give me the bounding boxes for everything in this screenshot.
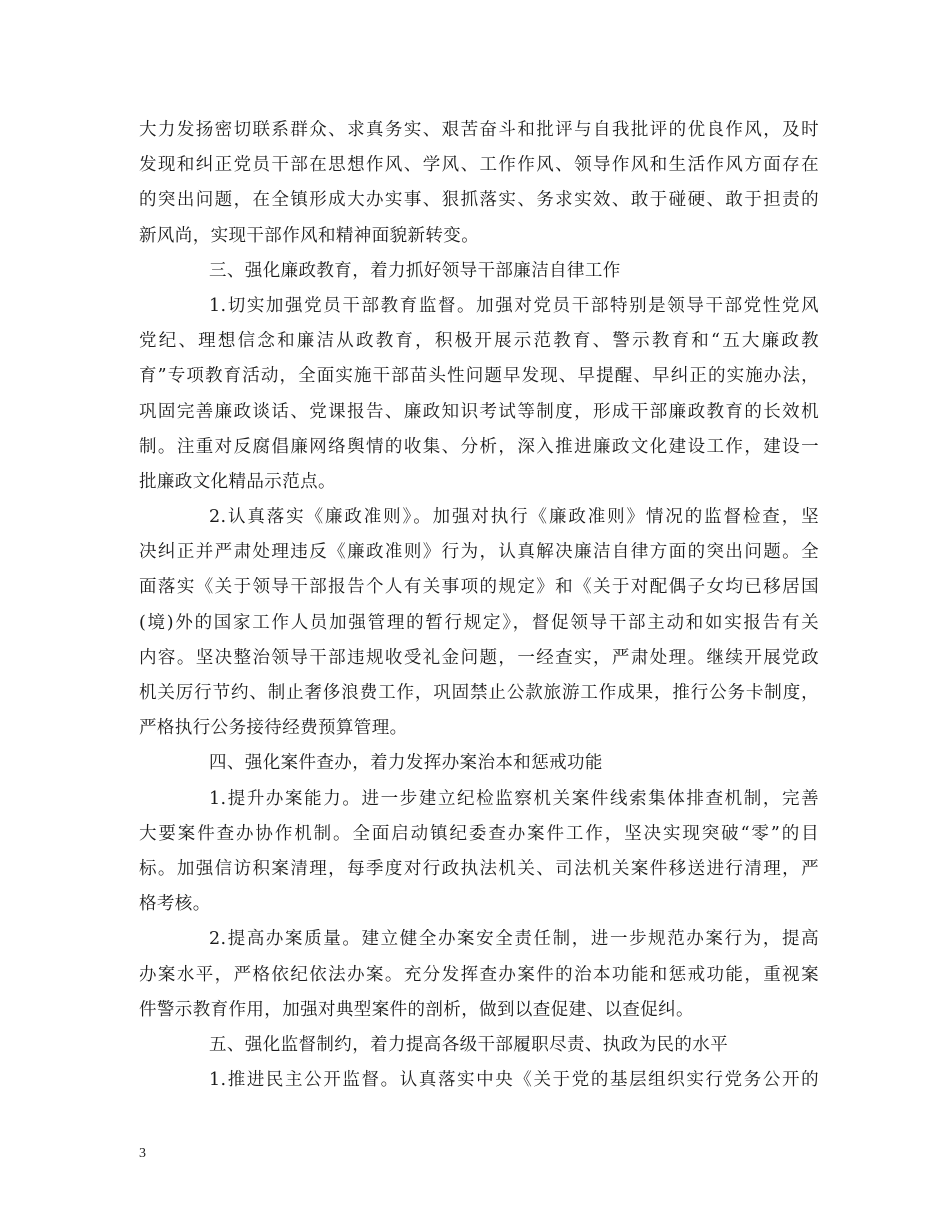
text-line: 批廉政文化精品示范点。: [139, 471, 336, 492]
text-line: 办案水平，严格依纪依法办案。充分发挥查办案件的治本功能和惩戒功能，重视案: [139, 964, 819, 985]
text-line: 大要案件查办协作机制。全面启动镇纪委查办案件工作，坚决实现突破“零”的目: [139, 823, 819, 844]
text-line: 四、强化案件查办，着力发挥办案治本和惩戒功能: [209, 753, 603, 774]
text-line: 巩固完善廉政谈话、党课报告、廉政知识考试等制度，形成干部廉政教育的长效机: [139, 401, 819, 422]
text-line: 格考核。: [139, 894, 211, 915]
text-line: 发现和纠正党员干部在思想作风、学风、工作作风、领导作风和生活作风方面存在: [139, 155, 819, 176]
text-line: 面落实《关于领导干部报告个人有关事项的规定》和《关于对配偶子女均已移居国: [139, 577, 819, 598]
text-line: 标。加强信访积案清理，每季度对行政执法机关、司法机关案件移送进行清理，严: [139, 858, 819, 879]
text-line: 1.推进民主公开监督。认真落实中央《关于党的基层组织实行党务公开的: [209, 1070, 819, 1091]
text-line: 内容。坚决整治领导干部违规收受礼金问题，一经查实，严肃处理。继续开展党政: [139, 647, 819, 668]
text-line: 新风尚，实现干部作风和精神面貌新转变。: [139, 225, 480, 246]
text-line: 大力发扬密切联系群众、求真务实、艰苦奋斗和批评与自我批评的优良作风，及时: [139, 120, 819, 140]
text-line: 严格执行公务接待经费预算管理。: [139, 718, 408, 739]
text-line: 1.提升办案能力。进一步建立纪检监察机关案件线索集体排查机制，完善: [209, 788, 819, 809]
text-line: 机关厉行节约、制止奢侈浪费工作，巩固禁止公款旅游工作成果，推行公务卡制度，: [139, 683, 819, 703]
text-line: 决纠正并严肃处理违反《廉政准则》行为，认真解决廉洁自律方面的突出问题。全: [139, 542, 819, 563]
text-line: 的突出问题，在全镇形成大办实事、狠抓落实、务求实效、敢于碰硬、敢于担责的: [139, 190, 819, 211]
text-line: 育”专项教育活动，全面实施干部苗头性问题早发现、早提醒、早纠正的实施办法，: [139, 366, 819, 387]
document-body: [139, 113, 819, 1098]
text-line: 党纪、理想信念和廉洁从政教育，积极开展示范教育、警示教育和“五大廉政教: [139, 331, 819, 352]
text-line: (境)外的国家工作人员加强管理的暂行规定》，督促领导干部主动和如实报告有关: [139, 612, 819, 633]
text-line: 三、强化廉政教育，着力抓好领导干部廉洁自律工作: [209, 260, 621, 281]
page-number: 3: [139, 1146, 146, 1161]
text-line: 制。注重对反腐倡廉网络舆情的收集、分析，深入推进廉政文化建设工作，建设一: [139, 436, 819, 457]
text-line: 1.切实加强党员干部教育监督。加强对党员干部特别是领导干部党性党风: [209, 295, 819, 316]
text-line: 五、强化监督制约，着力提高各级干部履职尽责、执政为民的水平: [209, 1034, 729, 1055]
text-line: 2.提高办案质量。建立健全办案安全责任制，进一步规范办案行为，提高: [209, 929, 819, 950]
text-line: 2.认真落实《廉政准则》。加强对执行《廉政准则》情况的监督检查，坚: [209, 507, 819, 528]
text-line: 件警示教育作用，加强对典型案件的剖析，做到以查促建、以查促纠。: [139, 999, 694, 1020]
